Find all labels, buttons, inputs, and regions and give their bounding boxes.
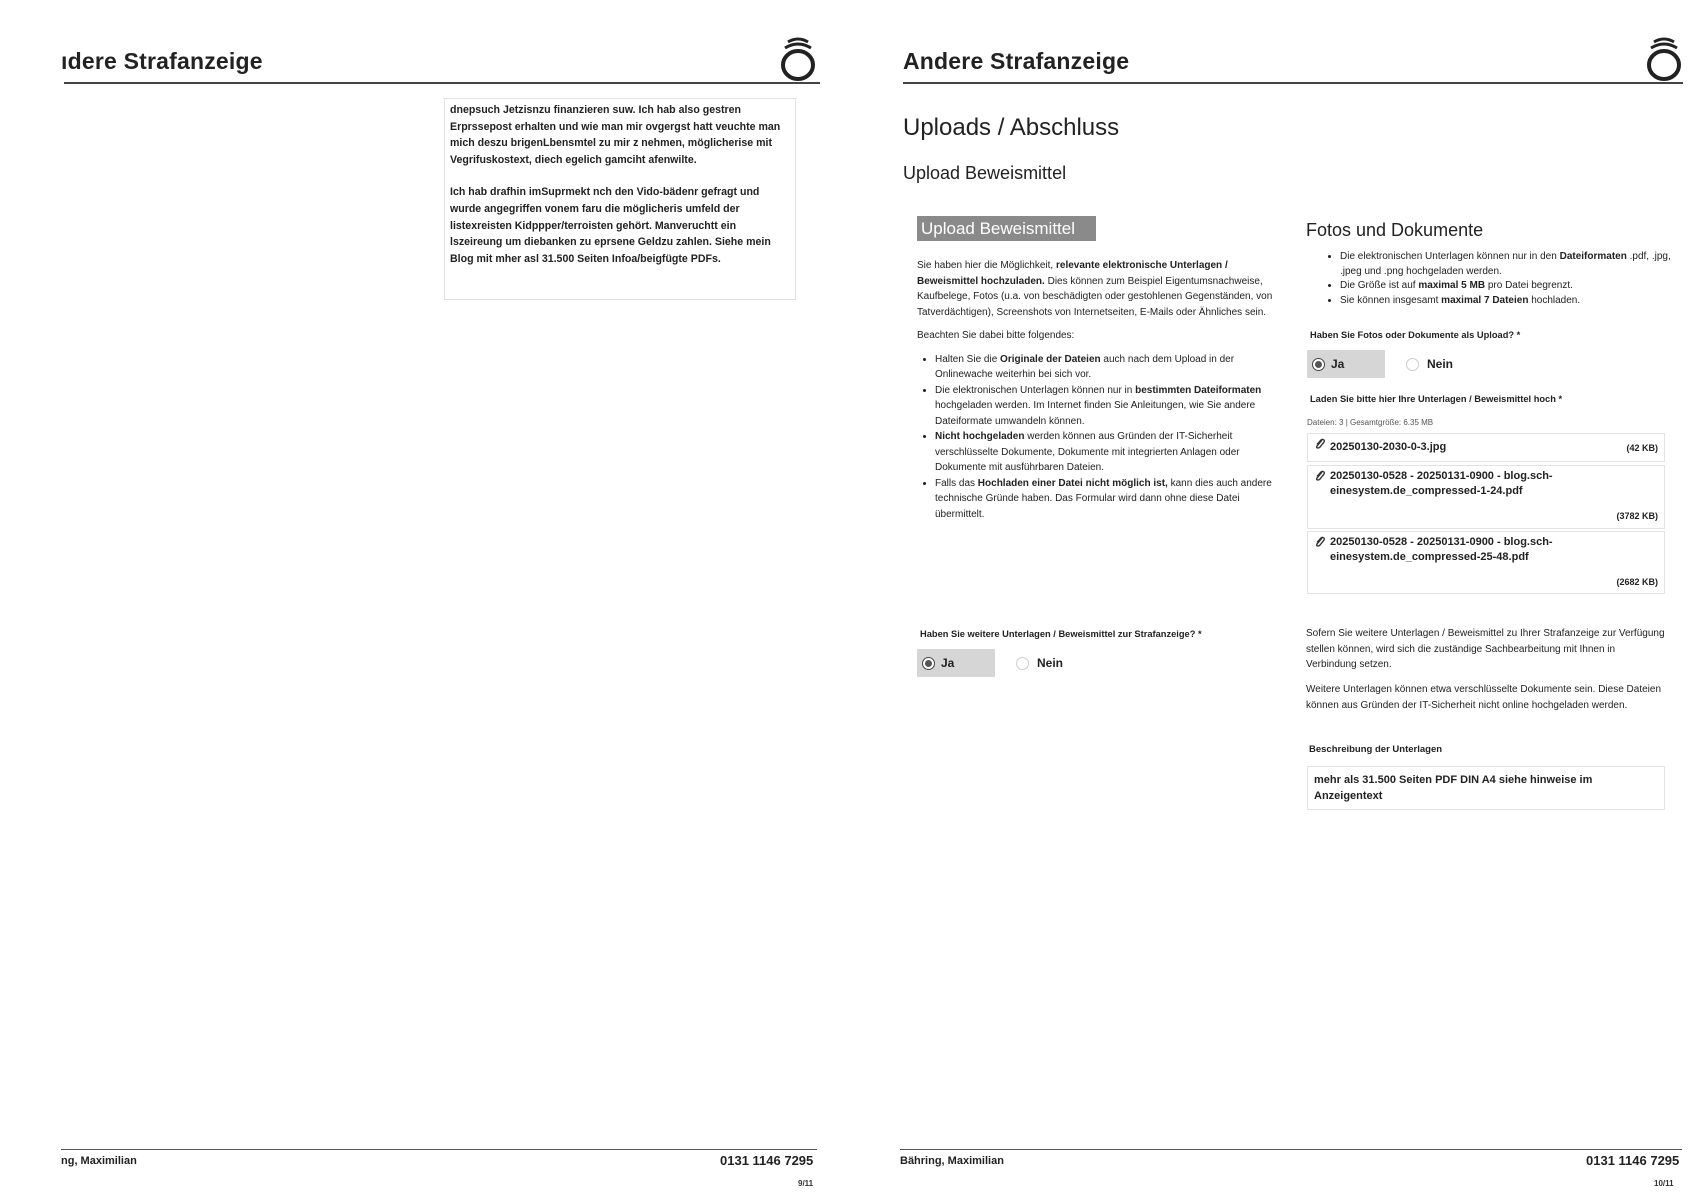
bullet-text: werden können aus Gründen der IT-Sicherheit verschlüsselte Dokumente, Dokumente mit integrierten Anlagen oder Dokumente mit ausführbaren Dateien. bbox=[935, 431, 1240, 473]
intro-paragraph bbox=[917, 258, 1277, 320]
radio-label: Nein bbox=[1427, 357, 1454, 371]
note-heading: Beachten Sie dabei bitte folgendes: bbox=[917, 330, 1075, 341]
file-name: 20250130-0528 - 20250131-0900 - blog.sch-einesystem.de_compressed-1-24.pdf bbox=[1330, 470, 1553, 497]
upload-instructions bbox=[917, 258, 1277, 522]
left-page bbox=[0, 0, 840, 1199]
report-text-box bbox=[444, 98, 796, 300]
footer-name: Bähring, Maximilian bbox=[900, 1155, 1004, 1167]
description-label: Beschreibung der Unterlagen bbox=[1309, 744, 1443, 755]
page-header-title: Andere Strafanzeige bbox=[903, 48, 1130, 74]
intro-text: Dies können zum Beispiel Eigentumsnachweise, Kaufbelege, Fotos (u.a. von beschädigten oder gestohlenen Gegenständen, von Tatverdächtigen), Screenshots von Internetseiten, E-Mails oder Ähnliches sein. bbox=[917, 275, 1273, 318]
page-header-title: ıdere Strafanzeige bbox=[61, 48, 263, 74]
radio-checked-icon bbox=[1312, 358, 1325, 371]
subsection-title: Upload Beweismittel bbox=[903, 163, 1067, 183]
paperclip-icon bbox=[1314, 470, 1326, 482]
bullet-text: hochladen. bbox=[1528, 294, 1581, 306]
footer-page-number: 10/11 bbox=[1654, 1179, 1674, 1188]
radio-yes[interactable] bbox=[1307, 350, 1385, 378]
notes-list bbox=[917, 352, 1277, 523]
file-size: (42 KB) bbox=[1626, 443, 1658, 453]
bullet-text: .pdf, .jpg, .jpeg und .png hochgeladen werden. bbox=[1340, 251, 1671, 277]
footer-rule bbox=[61, 1149, 817, 1150]
photos-requirements-list bbox=[1306, 250, 1676, 308]
bullet-bold: Nicht hochgeladen bbox=[935, 431, 1025, 442]
description-field[interactable]: mehr als 31.500 Seiten PDF DIN A4 siehe hinweise im Anzeigentext bbox=[1307, 766, 1665, 810]
file-size: (2682 KB) bbox=[1616, 577, 1658, 587]
header-rule bbox=[64, 82, 820, 84]
radio-checked-icon bbox=[922, 657, 935, 670]
more-evidence-radio-group[interactable] bbox=[917, 649, 1063, 677]
radio-no[interactable] bbox=[1406, 357, 1453, 371]
info-paragraph: Weitere Unterlagen können etwa verschlüsselte Dokumente sein. Diese Dateien können aus Gründen der IT-Sicherheit nicht online hochgeladen werden. bbox=[1306, 684, 1662, 711]
report-text-paragraph: dnepsuch Jetzisnzu finanzieren suw. Ich hab also gestren Erprssepost erhalten und wie man mir ovgergst hatt veuchte man mich deszu brigenLbensmtel zu mir z nehmen, möglicherise mit Vegrifuskostext, diech egelich gamciht afenwilte. bbox=[450, 104, 781, 166]
radio-unchecked-icon bbox=[1016, 657, 1029, 670]
bullet-bold: Originale der Dateien bbox=[1000, 353, 1101, 365]
bullet-bold: maximal 7 Dateien bbox=[1441, 294, 1529, 306]
report-text-paragraph: Ich hab drafhin imSuprmekt nch den Vido-bädenr gefragt und wurde angegriffen vonem faru die möglicheris umfeld der listexreisten Kidppper/terroisten gehört. Manveruchtt ein lszeireung um diebanken zu eprsene Geldzu zahlen. Siehe mein Blog mit mher asl 31.500 Seiten Infoa/beigfügte PDFs. bbox=[450, 186, 771, 265]
bullet-text: kann dies auch andere technische Gründe haben. Das Formular wird dann ohne diese Datei übermittelt. bbox=[935, 477, 1272, 520]
bullet-text: Sie können insgesamt bbox=[1340, 294, 1442, 306]
footer-name: ng, Maximilian bbox=[61, 1155, 137, 1167]
section-title: Uploads / Abschluss bbox=[903, 114, 1120, 141]
files-question: Laden Sie bitte hier Ihre Unterlagen / Beweismittel hoch * bbox=[1310, 394, 1563, 404]
radio-label: Ja bbox=[941, 656, 955, 670]
list-item bbox=[935, 383, 1277, 430]
bullet-text: Die elektronischen Unterlagen können nur in den bbox=[1340, 251, 1560, 262]
right-page bbox=[860, 0, 1696, 1199]
footer-rule bbox=[900, 1149, 1682, 1150]
more-evidence-question: Haben Sie weitere Unterlagen / Beweismittel zur Strafanzeige? * bbox=[920, 629, 1202, 639]
files-summary: Dateien: 3 | Gesamtgröße: 6.35 MB bbox=[1307, 418, 1434, 427]
uploaded-file[interactable] bbox=[1307, 433, 1665, 462]
uploaded-file[interactable] bbox=[1307, 531, 1665, 594]
bullet-bold: Hochladen einer Datei nicht möglich ist, bbox=[977, 477, 1168, 489]
bullet-text: auch nach dem Upload in der Onlinewache weiterhin bei sich vor. bbox=[935, 353, 1235, 380]
police-logo-icon bbox=[1644, 34, 1684, 82]
upload-radio-group[interactable] bbox=[1307, 350, 1453, 378]
paperclip-icon bbox=[1314, 536, 1326, 548]
bullet-text: Die Größe ist auf bbox=[1340, 280, 1419, 291]
bullet-bold: Dateiformaten bbox=[1559, 251, 1627, 262]
file-name: 20250130-2030-0-3.jpg bbox=[1330, 441, 1447, 453]
photos-documents-title: Fotos und Dokumente bbox=[1306, 220, 1484, 240]
list-item bbox=[935, 476, 1277, 523]
header-rule bbox=[903, 82, 1683, 84]
upload-evidence-button[interactable]: Upload Beweismittel bbox=[917, 216, 1096, 241]
paperclip-icon bbox=[1314, 438, 1326, 450]
file-size: (3782 KB) bbox=[1616, 511, 1658, 521]
list-item bbox=[1340, 279, 1676, 294]
upload-question: Haben Sie Fotos oder Dokumente als Upload? * bbox=[1310, 330, 1521, 340]
list-item bbox=[935, 429, 1277, 476]
bullet-text: hochgeladen werden. Im Internet finden Sie Anleitungen, wie Sie andere Dateiformate umwandeln können. bbox=[935, 400, 1256, 427]
bullet-bold: maximal 5 MB bbox=[1418, 280, 1486, 291]
footer-case-number: 0131 1146 7295 bbox=[720, 1153, 814, 1168]
list-item bbox=[1340, 294, 1676, 309]
bullet-text: Falls das bbox=[935, 477, 978, 489]
radio-yes[interactable] bbox=[917, 649, 995, 677]
footer-case-number: 0131 1146 7295 bbox=[1586, 1153, 1680, 1168]
radio-label: Ja bbox=[1331, 357, 1345, 371]
file-name: 20250130-0528 - 20250131-0900 - blog.sch-einesystem.de_compressed-25-48.pdf bbox=[1330, 536, 1553, 563]
intro-text: Sie haben hier die Möglichkeit, bbox=[917, 260, 1056, 271]
list-item bbox=[1340, 250, 1676, 279]
radio-label: Nein bbox=[1037, 656, 1064, 670]
bullet-text: Die elektronischen Unterlagen können nur in bbox=[935, 384, 1136, 396]
police-logo-icon bbox=[778, 34, 818, 82]
list-item bbox=[935, 352, 1277, 383]
intro-bold: relevante elektronische Unterlagen / Beweismittel hochzuladen. bbox=[917, 260, 1228, 287]
footer-page-number: 9/11 bbox=[798, 1179, 814, 1188]
bullet-text: Halten Sie die bbox=[935, 353, 1001, 365]
uploaded-file[interactable] bbox=[1307, 465, 1665, 529]
radio-unchecked-icon bbox=[1406, 358, 1419, 371]
radio-no[interactable] bbox=[1016, 656, 1063, 670]
info-paragraph: Sofern Sie weitere Unterlagen / Beweismittel zu Ihrer Strafanzeige zur Verfügung stellen können, wird sich die zuständige Sachbearbeitung mit Ihnen in Verbindung setzen. bbox=[1306, 628, 1665, 670]
bullet-bold: bestimmten Dateiformaten bbox=[1135, 384, 1262, 396]
bullet-text: pro Datei begrenzt. bbox=[1485, 280, 1573, 291]
